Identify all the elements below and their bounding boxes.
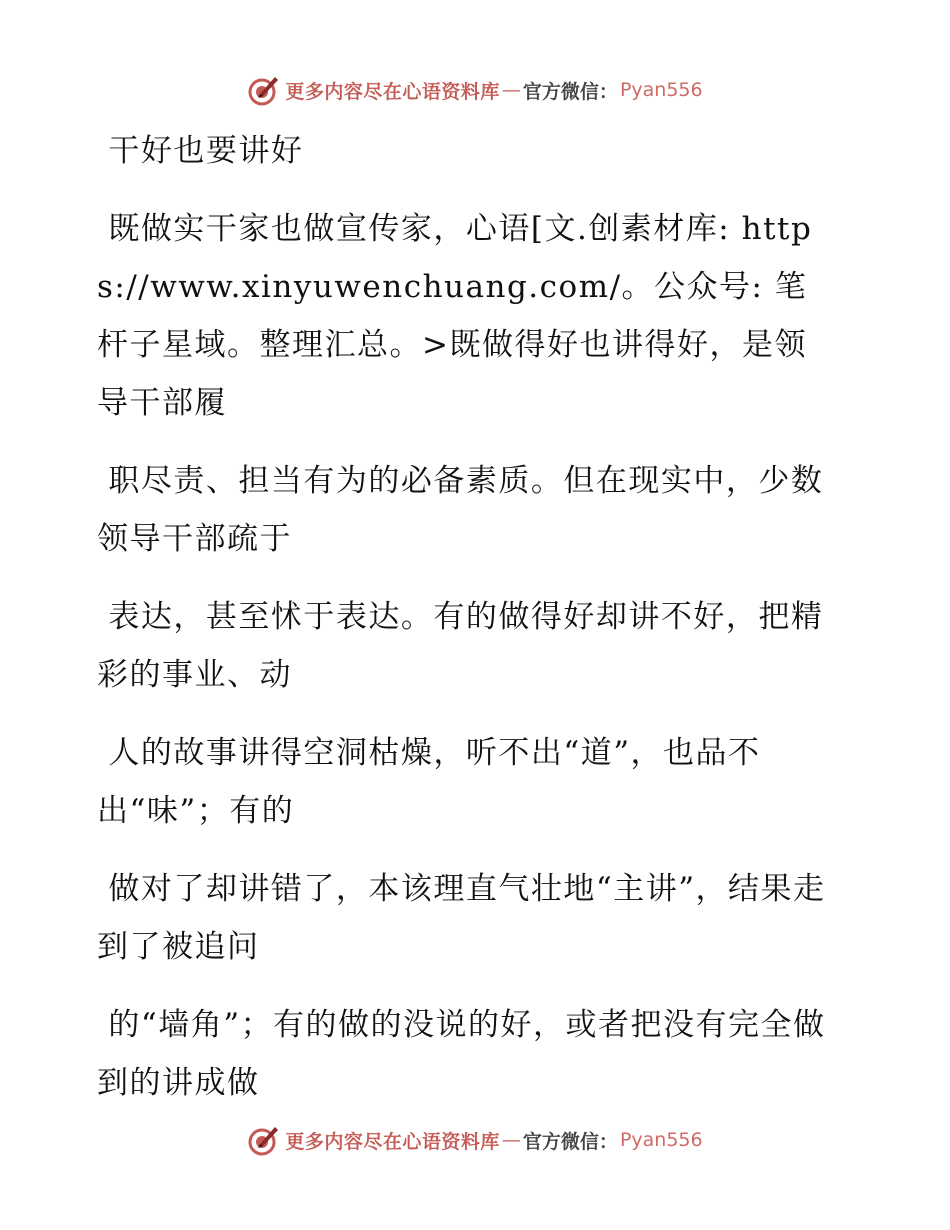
banner-wechat-id: Pyan556	[619, 1129, 703, 1151]
paragraph: 表达，甚至怵于表达。有的做得好却讲不好，把精彩的事业、动	[97, 599, 824, 693]
paragraph: 职尽责、担当有为的必备素质。但在现实中，少数领导干部疏于	[97, 463, 824, 557]
banner-dash: —	[501, 1129, 521, 1151]
pen-logo-icon	[247, 1123, 281, 1157]
banner-wechat-label: 官方微信：	[522, 80, 618, 103]
footer-banner	[0, 1120, 950, 1160]
paragraph: 做对了却讲错了，本该理直气壮地“主讲”，结果走到了被追问	[97, 871, 826, 965]
banner-wechat-id: Pyan556	[619, 79, 703, 101]
document-title: 干好也要讲好	[97, 133, 304, 169]
paragraph: 既做实干家也做宣传家，心语[文.创素材库: https://www.xinyuwenchuang.com/。公众号: 笔杆子星域。整理汇总。>既做得好也讲得好，是领导干部履	[97, 211, 813, 421]
banner-main-text: 更多内容尽在心语资料库	[285, 80, 500, 103]
paragraph: 的“墙角”；有的做的没说的好，或者把没有完全做到的讲成做	[97, 1007, 826, 1101]
pen-logo-icon	[247, 73, 281, 107]
banner-dash: —	[501, 79, 521, 101]
header-banner	[0, 70, 950, 110]
paragraph: 人的故事讲得空洞枯燥，听不出“道”，也品不出“味”；有的	[97, 735, 761, 829]
banner-wechat-label: 官方微信：	[522, 1130, 618, 1153]
document-body	[97, 122, 837, 1112]
banner-main-text: 更多内容尽在心语资料库	[285, 1130, 500, 1153]
